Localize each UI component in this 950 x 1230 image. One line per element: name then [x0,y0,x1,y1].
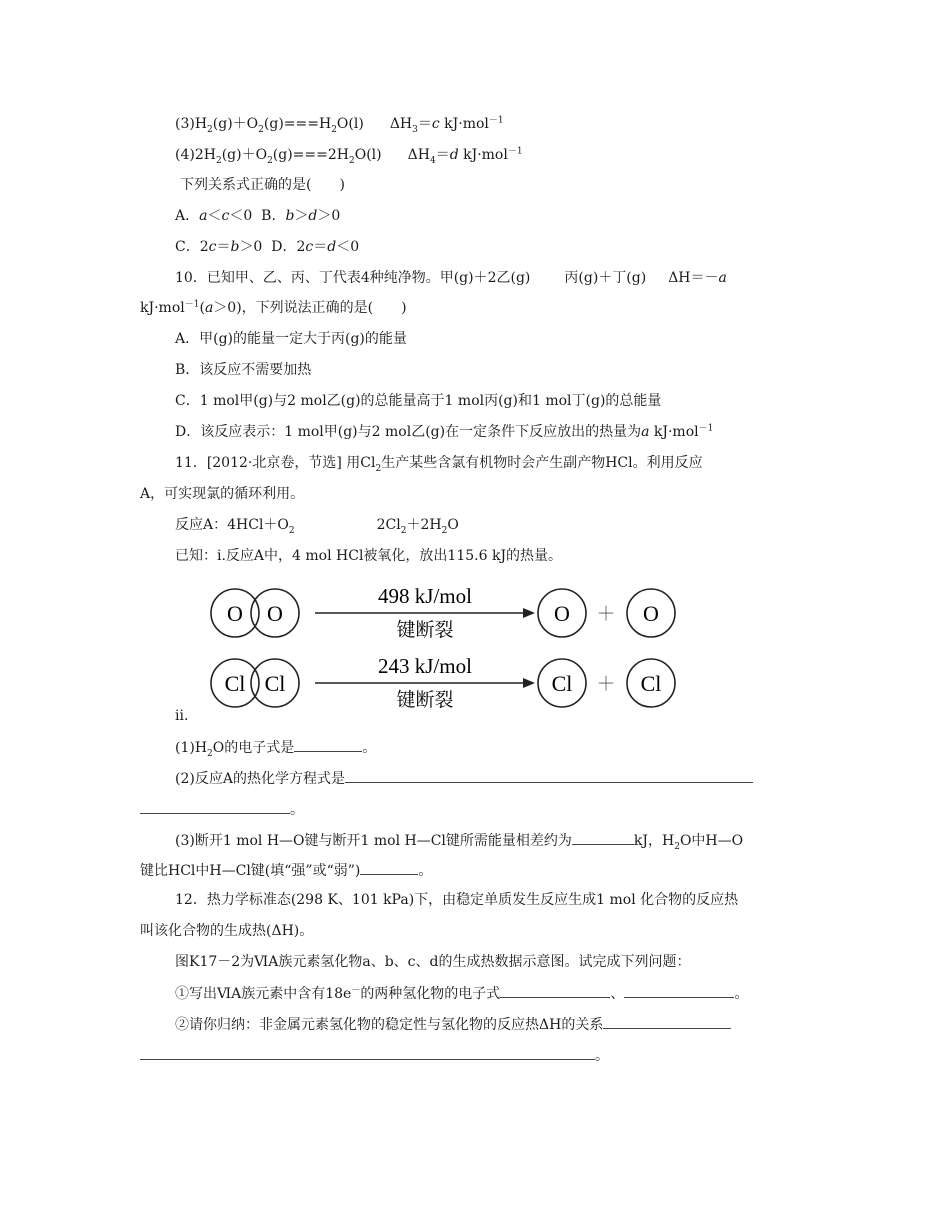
o2-bond-energy: 498 kJ/mol [378,584,472,608]
q11-part-2-cont: 。 [140,799,304,820]
cl-atom-label: Cl [224,671,246,696]
q10-stem-line2: kJ·mol$^{-1}$(a＞0)，下列说法正确的是( ) [140,299,407,316]
q11-known-ii-label: ⅱ. [175,708,189,724]
q9-options-cd: C．2c＝b＞0 D．2c＝d＜0 [175,239,360,255]
cl2-bond-break-label: 键断裂 [396,689,454,711]
q11-part-3-cont: 键比HCl中H—Cl键(填“强”或“弱”) 。 [140,860,432,881]
answer-blank[interactable] [360,860,418,875]
answer-blank[interactable] [345,768,753,783]
answer-blank[interactable] [294,737,362,752]
q10-stem-line1: 10．已知甲、乙、丙、丁代表4种纯净物。甲(g)＋2乙(g) 丙(g)＋丁(g) ΔH＝－a [175,270,727,286]
answer-blank[interactable] [603,1014,731,1029]
q9-equation-4: $(4)2H_2(g)+O_2(g)===2H_2O(l)$ $\Delta H_4=d$ kJ·mol$^{-1}$ [175,146,523,166]
q11-stem-line2: A，可实现氯的循环利用。 [140,486,305,502]
q9-options-ab: A．a＜c＜0 B．b＞d＞0 [175,208,341,224]
answer-blank[interactable] [572,830,634,845]
plus-sign: ＋ [596,673,616,695]
q12-part-2-cont: 。 [140,1045,609,1066]
o-atom-label: O [227,601,243,626]
q10-option-c: C．1 mol甲(g)与2 mol乙(g)的总能量高于1 mol丙(g)和1 mol丁(g)的总能量 [175,393,662,409]
q11-part-3: (3)断开1 mol H—O键与断开1 mol H—Cl键所需能量相差约为 kJ，$H_2O$中H—O [175,830,743,851]
q9-equation-3: $(3)H_2(g)+O_2(g)===H_2O(l)$ $\Delta H_3=c$ kJ·mol$^{-1}$ [175,115,504,135]
answer-blank[interactable] [500,983,610,998]
q11-known-i: 已知：ⅰ.反应A中，4 mol HCl被氧化，放出115.6 kJ的热量。 [175,548,563,564]
cl-atoms-product [538,659,675,707]
q12-stem-line1: 12．热力学标准态(298 K、101 kPa)下，由稳定单质发生反应生成1 mol 化合物的反应热 [175,892,739,908]
cl2-molecule [211,659,299,707]
q10-option-b: B．该反应不需要加热 [175,362,312,378]
o-atom-label: O [554,601,570,626]
answer-blank[interactable] [140,1045,595,1060]
q11-part-2: (2)反应A的热化学方程式是 [175,768,753,789]
o2-break-arrow [315,584,535,641]
q11-reaction-a: 反应A：$4HCl+O_2$ $2Cl_2+2H_2O$ [175,517,459,536]
q10-option-d: D．该反应表示：1 mol甲(g)与2 mol乙(g)在一定条件下反应放出的热量为a kJ·mol$^{-1}$ [175,423,714,440]
cl-atom-label: Cl [264,671,286,696]
q11-stem-line1: 11．[2012·北京卷，节选] 用$Cl_2$生产某些含氯有机物时会产生副产物HCl。利用反应 [175,455,703,474]
cl-atom-label: Cl [640,671,662,696]
bond-energy-diagram [205,580,685,715]
o2-molecule [211,589,299,637]
q12-figure-text: 图K17－2为ⅥA族元素氢化物a、b、c、d的生成热数据示意图。试完成下列问题： [175,954,691,970]
q12-part-1: ①写出ⅥA族元素中含有18e－的两种氢化物的电子式 、 。 [175,983,748,1004]
q12-part-2: ②请你归纳：非金属元素氢化物的稳定性与氢化物的反应热ΔH的关系 [175,1014,731,1035]
answer-blank[interactable] [624,983,734,998]
o2-bond-break-label: 键断裂 [396,619,454,641]
q9-question: 下列关系式正确的是( ) [180,177,345,193]
q10-option-a: A．甲(g)的能量一定大于丙(g)的能量 [175,331,407,347]
o-atom-label: O [643,601,659,626]
cl-atom-label: Cl [551,671,573,696]
o-atoms-product [538,589,675,637]
answer-blank[interactable] [140,799,290,814]
o-atom-label: O [267,601,283,626]
plus-sign: ＋ [596,603,616,625]
cl2-bond-energy: 243 kJ/mol [378,654,472,678]
q11-part-1: $(1)H_2O$的电子式是 。 [175,737,376,758]
q12-stem-line2: 叫该化合物的生成热(ΔH)。 [140,923,314,939]
cl2-break-arrow [315,654,535,711]
